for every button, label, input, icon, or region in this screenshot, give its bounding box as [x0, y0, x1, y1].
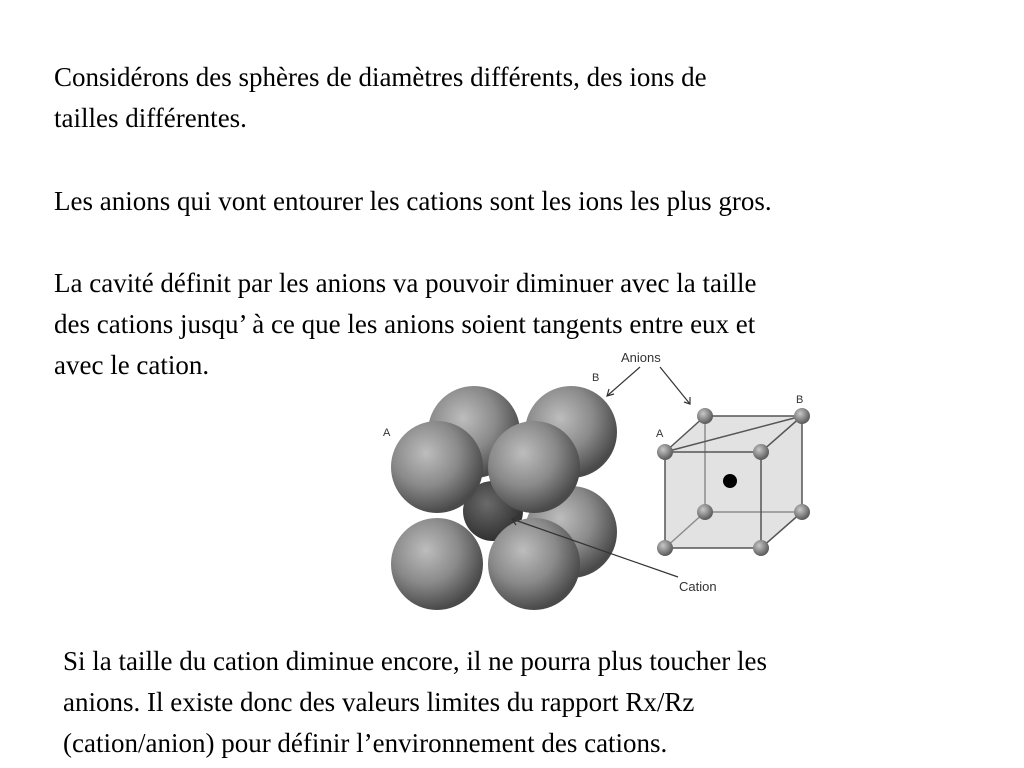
label-a-cube: A [656, 428, 664, 440]
paragraph-cavity-line-2: des cations jusqu’ à ce que les anions soient tangents entre eux et [54, 309, 756, 339]
paragraph-limit-ratio-line-2: anions. Il existe donc des valeurs limites du rapport Rx/Rz [63, 687, 695, 717]
cube-anion [753, 444, 769, 460]
cube-anion [657, 444, 673, 460]
anion-sphere [488, 421, 580, 513]
paragraph-intro-line-1: Considérons des sphères de diamètres différents, des ions de [54, 62, 707, 92]
paragraph-limit-ratio [63, 641, 767, 764]
paragraph-intro [54, 57, 707, 139]
paragraph-cavity-line-3: avec le cation. [54, 350, 210, 380]
label-b-spheres: B [592, 372, 600, 384]
anion-sphere [488, 518, 580, 610]
anion-sphere [391, 421, 483, 513]
cubic-coordination-figure [375, 345, 825, 615]
paragraph-intro-line-2: tailles différentes. [54, 103, 247, 133]
label-a-spheres: A [383, 427, 391, 439]
anion-sphere [391, 518, 483, 610]
cube-anion [794, 504, 810, 520]
cube-anion [794, 408, 810, 424]
cube-model [657, 408, 810, 556]
anions-pointer-arrow [660, 367, 690, 404]
paragraph-limit-ratio-line-3: (cation/anion) pour définir l’environnement des cations. [63, 728, 668, 758]
cube-anion [753, 540, 769, 556]
label-anions: Anions [621, 350, 661, 365]
paragraph-limit-ratio-line-1: Si la taille du cation diminue encore, il ne pourra plus toucher les [63, 646, 768, 676]
cube-cation [723, 474, 737, 488]
paragraph-anions-line-1: Les anions qui vont entourer les cations sont les ions les plus gros. [54, 186, 772, 216]
cube-anion [697, 504, 713, 520]
anions-pointer-arrow [607, 367, 640, 396]
sphere-packing [391, 386, 617, 610]
label-cation: Cation [679, 579, 717, 594]
label-b-cube: B [796, 394, 804, 406]
cube-anion [697, 408, 713, 424]
paragraph-anions [54, 181, 772, 222]
paragraph-cavity-line-1: La cavité définit par les anions va pouvoir diminuer avec la taille [54, 268, 757, 298]
cube-anion [657, 540, 673, 556]
